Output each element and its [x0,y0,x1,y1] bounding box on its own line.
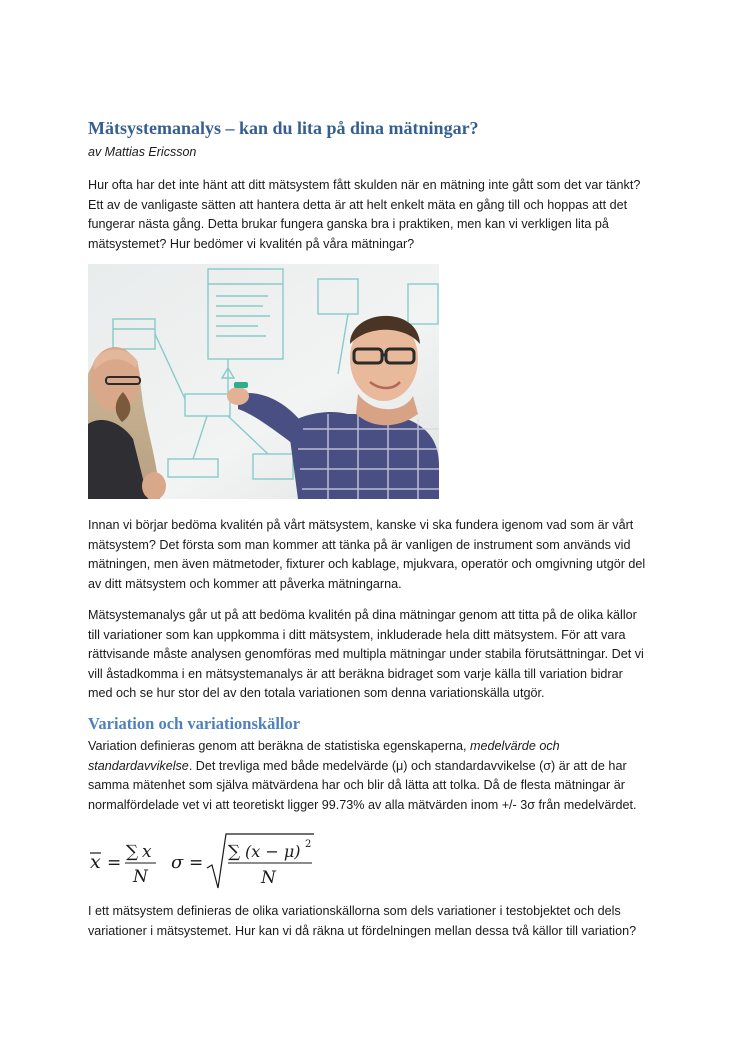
text-line: normalfördelade vet vi att teoretiskt ligger 99.73% av alla mätvärden inom +/- 3σ från medelvärdet. [88,797,637,812]
formula-deviation: (x − μ) [245,842,301,861]
text-line: I ett mätsystem definieras de olika variationskällorna som dels variationer i testobjektet och dels [88,904,621,918]
text-line: mätningen, men även mätmetoder, fixturer och kablage, mjukvara, operatör och omgivning utgör del [88,557,646,572]
text-line: Ett av de vanligaste sätten att hantera detta är att helt enkelt mäta en gång till och hoppas att det [88,197,628,212]
text-line [88,737,668,757]
formula-n-2: N [261,868,276,888]
paragraph-msa-purpose [88,606,668,704]
text-line: vill åstadkomma i en mätsystemanalys är att beräkna bidraget som varje källa till variation bidrar [88,666,623,681]
formula-equals-2: = [189,853,204,873]
photo-two-men-whiteboard [88,264,439,499]
emphasis-text: medelvärde och [470,739,560,753]
formula-n: N [133,867,148,887]
text-line: Innan vi börjar bedöma kvalitén på vårt mätsystem, kanske vi ska fundera igenom vad som är vårt [88,518,634,532]
text-run: . Det trevliga med både medelvärde (μ) och standardavvikelse (σ) är att de har [188,758,627,773]
text-line: rättvisande måste analysen genomföras med multipla mätningar under stabila förutsättningar. Det vi [88,647,644,662]
paragraph-measurement-system [88,516,668,594]
paragraph-variation-sources [88,902,668,941]
emphasis-text: standardavvikelse [88,758,189,773]
article-title: Mätsystemanalys – kan du lita på dina mätningar? [88,118,479,138]
photo-illustration [88,264,439,499]
article-byline: av Mattias Ericsson [88,145,197,159]
section-heading: Variation och variationskällor [88,714,301,733]
formula-mean-symbol: x [90,851,101,873]
text-line [88,757,668,777]
formula-sum-2: ∑ [228,842,241,862]
text-line: variationer i mätsystemet. Hur kan vi då räkna ut fördelningen mellan dessa två källor till variation? [88,923,637,938]
formula-x: x [142,842,152,862]
formula-sigma: σ [171,852,184,873]
intro-paragraph [88,176,668,254]
text-line: av ditt mätsystem och kommer att påverka mätningarna. [88,576,402,591]
text-line: samma mätenhet som själva mätvärdena har och blir då lätta att tolka. Då de flesta mätningar är [88,778,625,793]
text-line: med och se hur stor del av den totala variationen som denna variationskälla utgör. [88,686,545,701]
text-run: Variation definieras genom att beräkna de statistiska egenskaperna, [88,739,471,753]
text-line: mätsystem? Det första som man kommer att tänka på är vanligen de instrument som används vid [88,537,631,552]
text-line: fungerar nästa gång. Detta brukar fungera ganska bra i praktiken, men kan vi verkligen lita på [88,217,609,232]
text-line: till variationer som kan uppkomma i ditt mätsystem, inkluderade hela ditt mätsystem. För att vara [88,627,626,642]
paragraph-variation-definition [88,737,668,815]
text-line: mätsystemet? Hur bedömer vi kvalitén på våra mätningar? [88,236,415,251]
formula-sum: ∑ [126,842,139,862]
text-line: Mätsystemanalys går ut på att bedöma kvalitén på dina mätningar genom att titta på de olika källor [88,608,637,622]
formula-equals: = [107,853,122,873]
text-line: Hur ofta har det inte hänt att ditt mätsystem fått skulden när en mätning inte gått som det var tänkt? [88,178,641,192]
formula-square: 2 [305,839,312,850]
formula-mean-stddev [88,828,348,894]
